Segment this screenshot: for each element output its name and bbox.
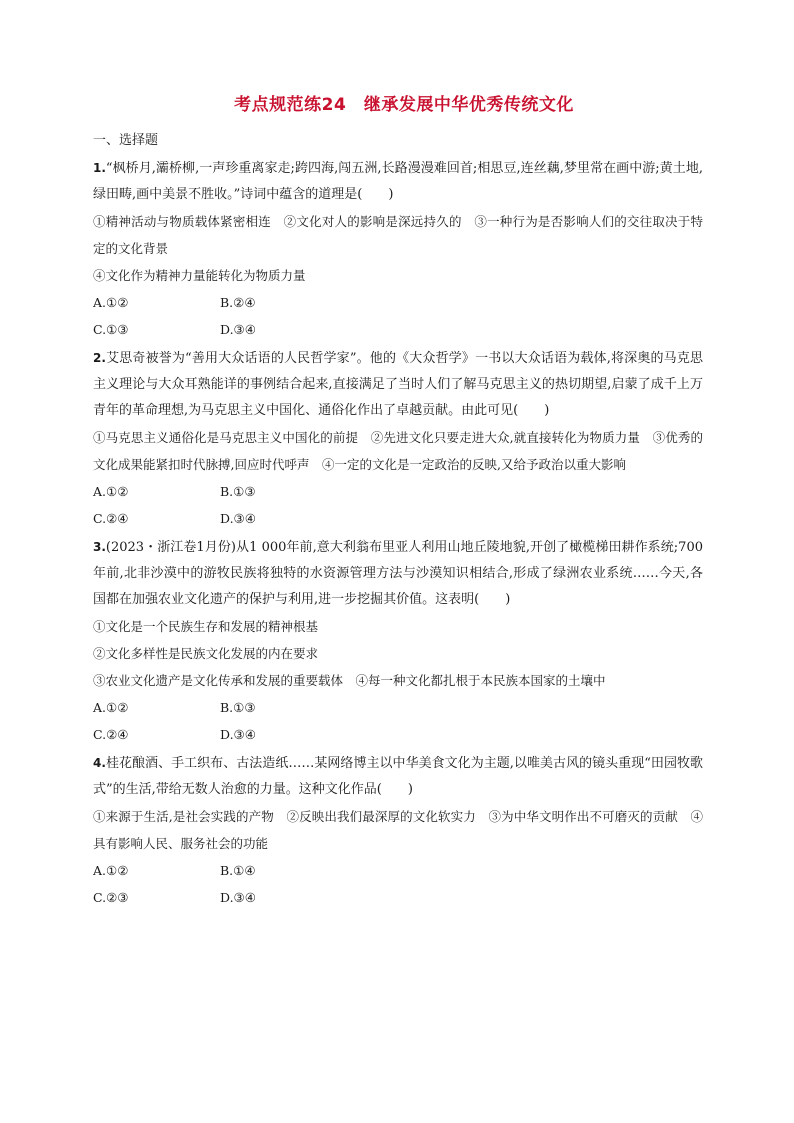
question-number: 2. [93,351,106,365]
options-row [93,857,703,884]
option-c[interactable]: C.②④ [93,727,129,742]
question-text: (2023・浙江卷1月份)从1 000年前,意大利翁布里亚人利用山地丘陵地貌,开创了橄榄梯田耕作系统;700年前,北非沙漠中的游牧民族将独特的水资源管理方法与沙漠知识相结合,形成了绿洲农业系统……今天,各国都在加强农业文化遗产的保护与利用,进一步挖掘其价值。这表明( ) [93,540,703,607]
statement: ③农业文化遗产是文化传承和发展的重要载体 ④每一种文化都扎根于本民族本国家的土壤中 [93,673,606,688]
options-row [93,505,703,532]
statement: ①来源于生活,是社会实践的产物 ②反映出我们最深厚的文化软实力 ③为中华文明作出不可磨灭的贡献 ④具有影响人民、服务社会的功能 [93,809,703,851]
question-text: 桂花酿酒、手工织布、古法造纸……某网络博主以中华美食文化为主题,以唯美古风的镜头重现“田园牧歌式”的生活,带给无数人治愈的力量。这种文化作品( ) [93,756,703,797]
options-row [93,884,703,911]
question-text: 艾思奇被誉为“善用大众话语的人民哲学家”。他的《大众哲学》一书以大众话语为载体,将深奥的马克思主义理论与大众耳熟能详的事例结合起来,直接满足了当时人们了解马克思主义的热切期望,启蒙了成千上万青年的革命理想,为马克思主义中国化、通俗化作出了卓越贡献。由此可见( ) [93,351,703,418]
option-c[interactable]: C.①③ [93,322,129,337]
option-c[interactable]: C.②③ [93,890,129,905]
document-page [93,92,703,913]
question-number: 4. [93,756,106,770]
statement: ①精神活动与物质载体紧密相连 ②文化对人的影响是深远持久的 ③一种行为是否影响人们的交往取决于特定的文化背景 [93,214,703,256]
option-d[interactable]: D.③④ [220,890,256,905]
option-b[interactable]: B.①③ [220,484,256,499]
option-a[interactable]: A.①② [93,484,129,499]
question-2 [93,345,703,532]
option-a[interactable]: A.①② [93,295,129,310]
option-b[interactable]: B.②④ [220,295,256,310]
option-d[interactable]: D.③④ [220,727,256,742]
options-row [93,316,703,343]
options-row [93,478,703,505]
question-1 [93,155,703,343]
option-c[interactable]: C.②④ [93,511,129,526]
question-number: 1. [93,161,106,175]
options-row [93,721,703,748]
question-stem [93,750,703,803]
option-b[interactable]: B.①③ [220,700,256,715]
options-row [93,289,703,316]
question-stem [93,155,703,208]
statement: ①文化是一个民族生存和发展的精神根基 [93,619,319,634]
option-b[interactable]: B.①④ [220,863,256,878]
option-a[interactable]: A.①② [93,863,129,878]
statement: ④文化作为精神力量能转化为物质力量 [93,268,306,283]
question-number: 3. [93,540,106,554]
question-4 [93,750,703,911]
question-stem [93,534,703,613]
option-d[interactable]: D.③④ [220,511,256,526]
option-d[interactable]: D.③④ [220,322,256,337]
statement: ②文化多样性是民族文化发展的内在要求 [93,646,319,661]
statement: ①马克思主义通俗化是马克思主义中国化的前提 ②先进文化只要走进大众,就直接转化为物质力量 ③优秀的文化成果能紧扣时代脉搏,回应时代呼声 ④一定的文化是一定政治的反映,又给予政治以重大影响 [93,430,703,472]
options-row [93,694,703,721]
option-a[interactable]: A.①② [93,700,129,715]
question-3 [93,534,703,748]
question-stem [93,345,703,424]
section-heading: 一、选择题 [93,133,159,148]
page-title: 考点规范练24 继承发展中华优秀传统文化 [234,95,574,115]
question-text: “枫桥月,灞桥柳,一声珍重离家走;跨四海,闯五洲,长路漫漫难回首;相思豆,连丝藕,梦里常在画中游;黄土地,绿田畴,画中美景不胜收。”诗词中蕴含的道理是( ) [93,161,703,202]
